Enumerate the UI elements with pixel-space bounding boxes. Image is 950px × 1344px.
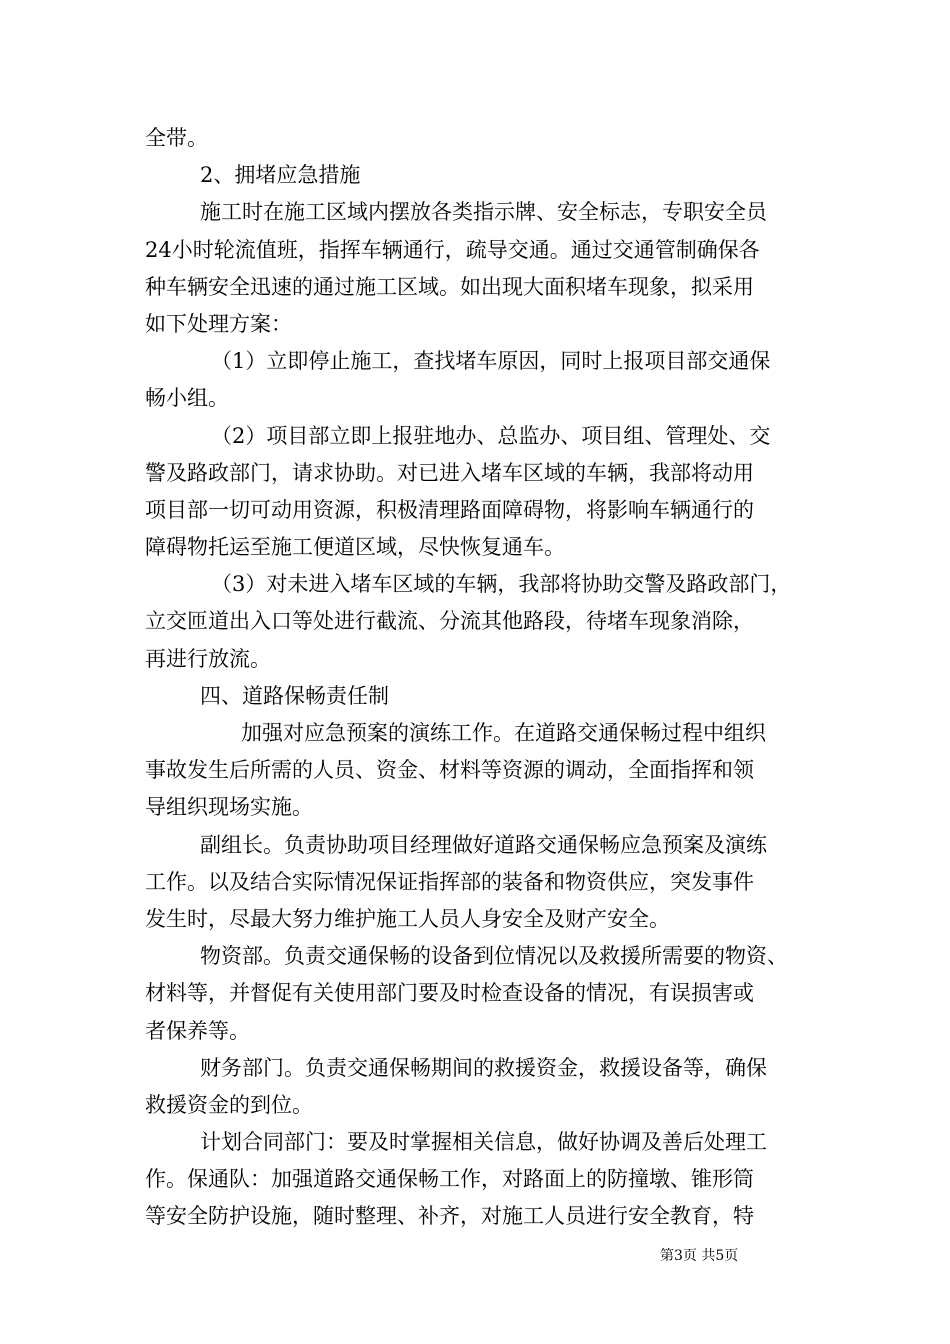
text-line: 种车辆安全迅速的通过施工区域。如出现大面积堵车现象，拟采用	[145, 274, 754, 299]
text-line: 施工时在施工区域内摆放各类指示牌、安全标志，专职安全员	[200, 200, 767, 225]
page-number-footer: 第3页 共5页	[660, 1248, 739, 1264]
text-line: 物资部。负责交通保畅的设备到位情况以及救援所需要的物资、	[200, 944, 788, 969]
text-line: 立交匝道出入口等处进行截流、分流其他路段，待堵车现象消除，	[145, 609, 754, 634]
text-line: 导组织现场实施。	[145, 795, 313, 820]
text-line: 如下处理方案：	[145, 311, 292, 336]
text-line: 财务部门。负责交通保畅期间的救援资金，救援设备等，确保	[200, 1055, 767, 1080]
text-line: （1）立即停止施工，查找堵车原因，同时上报项目部交通保	[211, 349, 771, 374]
text-line: 畅小组。	[145, 386, 229, 411]
text-line: 副组长。负责协助项目经理做好道路交通保畅应急预案及演练	[200, 832, 767, 857]
text-line: 警及路政部门，请求协助。对已进入堵车区域的车辆，我部将动用	[145, 460, 754, 485]
text-line: 者保养等。	[145, 1018, 250, 1043]
document-body	[145, 120, 825, 1236]
text-line: 材料等，并督促有关使用部门要及时检查设备的情况，有误损害或	[145, 981, 754, 1006]
text-line: 作。保通队：加强道路交通保畅工作，对路面上的防撞墩、锥形筒	[145, 1167, 754, 1192]
text-line: 事故发生后所需的人员、资金、材料等资源的调动，全面指挥和领	[145, 758, 754, 783]
text-line: 等安全防护设施，随时整理、补齐，对施工人员进行安全教育，特	[145, 1204, 754, 1229]
text-line: 工作。以及结合实际情况保证指挥部的装备和物资供应，突发事件	[145, 869, 754, 894]
text-line: 救援资金的到位。	[145, 1092, 313, 1117]
text-line: 项目部一切可动用资源，积极清理路面障碍物，将影响车辆通行的	[145, 497, 754, 522]
text-line: 加强对应急预案的演练工作。在道路交通保畅过程中组织	[241, 721, 766, 745]
text-line: 障碍物托运至施工便道区域，尽快恢复通车。	[145, 535, 565, 560]
section-heading: 2、拥堵应急措施	[200, 163, 361, 188]
text-line: 24小时轮流值班，指挥车辆通行，疏导交通。通过交通管制确保各	[145, 237, 760, 262]
text-line: 再进行放流。	[145, 646, 271, 671]
text-line: （2）项目部立即上报驻地办、总监办、项目组、管理处、交	[211, 423, 771, 448]
text-line: 计划合同部门：要及时掌握相关信息，做好协调及善后处理工	[200, 1130, 767, 1155]
text-line: 发生时，尽最大努力维护施工人员人身安全及财产安全。	[145, 906, 670, 931]
section-heading: 四、道路保畅责任制	[200, 683, 389, 708]
text-line: 全带。	[145, 126, 208, 150]
text-line: （3）对未进入堵车区域的车辆，我部将协助交警及路政部门，	[211, 572, 792, 597]
